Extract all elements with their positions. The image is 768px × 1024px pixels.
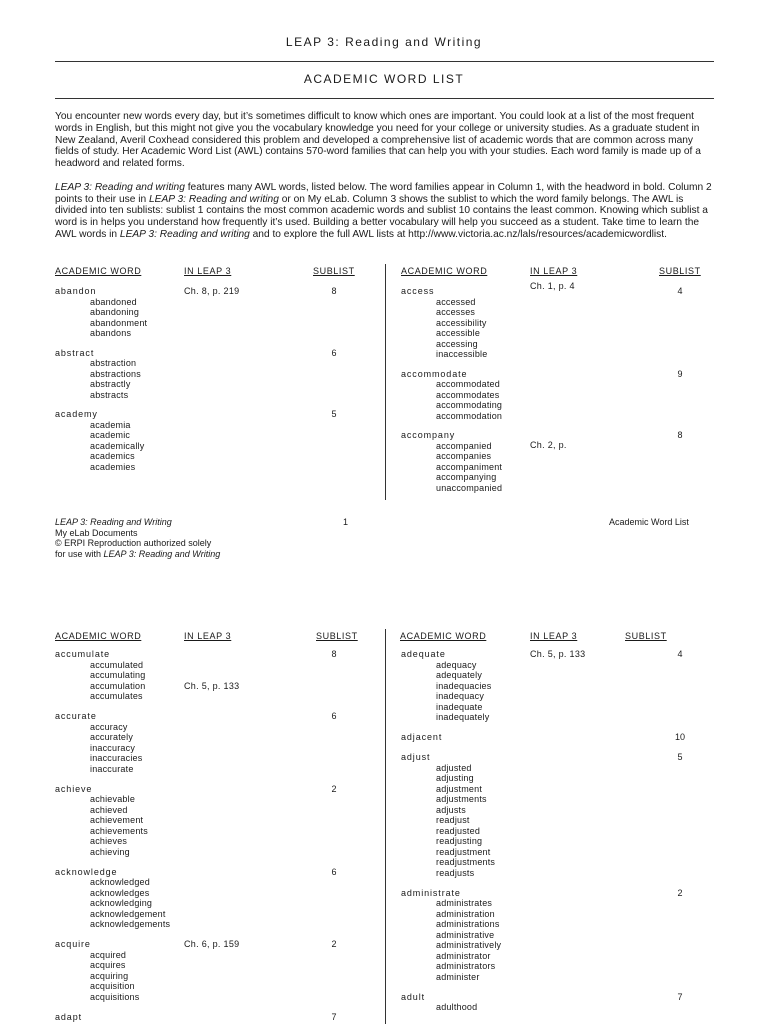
headword: adult — [401, 991, 426, 1002]
derived-form: accessibility — [436, 317, 487, 328]
column-header-sublist: SUBLIST — [313, 266, 355, 276]
derived-form: adjusts — [436, 804, 466, 815]
column-divider — [385, 629, 386, 1024]
column-header-word: ACADEMIC WORD — [55, 631, 142, 641]
headword: administrate — [401, 887, 461, 898]
column-header-leap: IN LEAP 3 — [184, 631, 232, 641]
derived-form: administration — [436, 908, 495, 919]
derived-form: adjusting — [436, 773, 474, 783]
awl-link[interactable]: and to explore the full AWL lists at http://www.victoria.ac.nz/lals/resources/academicwordlist. — [249, 228, 667, 240]
sublist-number: 6 — [331, 711, 337, 721]
chapter-ref: Ch. 5, p. 133 — [530, 649, 586, 659]
book-ref: LEAP 3: Reading and writing — [149, 193, 279, 205]
derived-form: readjustment — [436, 846, 491, 857]
derived-form: acknowledged — [90, 877, 150, 887]
derived-form: academics — [90, 451, 135, 461]
page-footer — [55, 517, 220, 559]
page-number: 1 — [343, 517, 349, 527]
footer-line: © ERPI Reproduction authorized solely — [55, 538, 212, 549]
column-header-sublist: SUBLIST — [625, 631, 667, 641]
footer-title: LEAP 3: Reading and Writing — [55, 517, 172, 527]
sublist-number: 2 — [331, 783, 337, 794]
sublist-number: 4 — [677, 286, 683, 296]
derived-form: accumulated — [90, 659, 144, 670]
derived-form: inaccuracies — [90, 753, 143, 763]
headword: adjust — [401, 752, 431, 762]
column-header-leap: IN LEAP 3 — [530, 631, 578, 641]
derived-form: accumulation — [90, 680, 146, 691]
sublist-number: 9 — [677, 368, 683, 379]
column-divider — [385, 264, 386, 500]
derived-form: acknowledgements — [90, 919, 171, 929]
derived-form: administrators — [436, 961, 496, 971]
derived-form: acquisitions — [90, 991, 140, 1002]
derived-form: unaccompanied — [436, 482, 503, 493]
text: or on My eLab. Column 3 shows the sublist to which the word family belongs. The AWL is divided into ten sublists: sublist 1 contains the most common academic words and sublist 10 contains the least common. Knowing which sublist a word is in helps you understand how frequently it’s used. Building a better vocabulary will help you succeed as a student. Take time to learn the AWL words in — [55, 193, 708, 240]
derived-form: acknowledging — [90, 898, 153, 908]
derived-form: academically — [90, 440, 145, 451]
derived-form: accesses — [436, 307, 476, 317]
derived-form: readjusted — [436, 825, 481, 836]
derived-form: achieves — [90, 836, 128, 846]
headword: abandon — [55, 286, 97, 296]
derived-form: inadequacy — [436, 691, 485, 701]
chapter-ref: Ch. 8, p. 219 — [184, 286, 240, 296]
derived-form: accommodation — [436, 410, 503, 421]
derived-form: inaccurate — [90, 763, 134, 774]
derived-form: accompanying — [436, 472, 497, 482]
derived-form: acquired — [90, 949, 127, 960]
derived-form: abstractly — [90, 379, 131, 389]
column-header-leap: IN LEAP 3 — [184, 266, 232, 276]
derived-form: abandonment — [90, 317, 148, 328]
book-ref: LEAP 3: Reading and Writing — [103, 548, 221, 559]
derived-form: abstracts — [90, 389, 129, 400]
headword: accurate — [55, 711, 97, 721]
sublist-number: 6 — [331, 347, 337, 358]
sublist-number: 6 — [331, 866, 337, 877]
derived-form: adequately — [436, 670, 483, 680]
book-title: LEAP 3: Reading and Writing — [285, 35, 483, 49]
headword: adequate — [401, 649, 446, 659]
headword: adjacent — [401, 732, 443, 742]
derived-form: achievements — [90, 825, 148, 836]
derived-form: administrative — [436, 929, 495, 940]
derived-form: adequacy — [436, 659, 477, 670]
headword: achieve — [55, 783, 93, 794]
derived-form: academic — [90, 430, 131, 440]
derived-form: abandoned — [90, 296, 137, 307]
derived-form: readjustments — [436, 857, 496, 867]
sublist-number: 2 — [331, 939, 337, 949]
derived-form: acquiring — [90, 970, 129, 981]
footer-right: Academic Word List — [609, 517, 689, 527]
derived-form: adjustment — [436, 783, 483, 794]
headword: academy — [55, 409, 98, 419]
text: features many AWL words, listed below. The word families appear in Column 1, with the headword in bold. Column 2 points to their use in — [55, 181, 712, 205]
divider — [55, 61, 714, 62]
book-ref: LEAP 3: Reading and writing — [55, 181, 185, 193]
derived-form: inaccuracy — [90, 742, 136, 753]
derived-form: accuracy — [90, 721, 128, 732]
derived-form: accommodates — [436, 389, 500, 400]
headword: accumulate — [55, 649, 111, 659]
derived-form: administer — [436, 971, 480, 982]
divider — [55, 98, 714, 99]
sublist-number: 7 — [677, 991, 683, 1002]
derived-form: accessing — [436, 338, 478, 349]
chapter-ref: Ch. 6, p. 159 — [184, 939, 240, 949]
column-header-leap: IN LEAP 3 — [530, 266, 578, 276]
derived-form: accompanies — [436, 451, 492, 461]
column-header-sublist: SUBLIST — [659, 266, 701, 276]
derived-form: accumulating — [90, 670, 146, 680]
derived-form: administrator — [436, 950, 491, 961]
derived-form: achievement — [90, 815, 144, 825]
derived-form: administrates — [436, 898, 493, 908]
sublist-number: 5 — [331, 409, 337, 419]
sublist-number: 8 — [677, 430, 683, 440]
derived-form: academia — [90, 419, 131, 430]
sublist-number: 5 — [677, 752, 683, 762]
derived-form: acquisition — [90, 981, 135, 991]
sublist-number: 8 — [331, 286, 337, 296]
derived-form: accommodated — [436, 379, 500, 389]
column-header-word: ACADEMIC WORD — [401, 266, 488, 276]
derived-form: accumulates — [90, 691, 143, 701]
derived-form: accessed — [436, 296, 476, 307]
derived-form: accommodating — [436, 400, 503, 410]
derived-form: achieving — [90, 846, 130, 857]
derived-form: inaccessible — [436, 349, 488, 359]
derived-form: inadequately — [436, 712, 490, 722]
derived-form: readjusting — [436, 836, 483, 846]
sublist-number: 8 — [331, 649, 337, 659]
sublist-number: 7 — [331, 1011, 337, 1022]
text: for use with — [55, 548, 104, 559]
derived-form: adulthood — [436, 1002, 478, 1012]
intro-text — [55, 111, 715, 253]
derived-form: accessible — [436, 328, 481, 338]
column-header-word: ACADEMIC WORD — [55, 266, 142, 276]
chapter-ref: Ch. 2, p. — [530, 440, 567, 450]
headword: abstract — [55, 347, 95, 358]
headword: adapt — [55, 1011, 83, 1022]
footer-line: My eLab Documents — [55, 527, 138, 538]
derived-form: accompaniment — [436, 461, 503, 472]
headword: accommodate — [401, 368, 468, 379]
derived-form: adjusted — [436, 762, 472, 773]
sublist-number: 2 — [677, 887, 683, 898]
derived-form: inadequacies — [436, 680, 492, 691]
chapter-ref: Ch. 1, p. 4 — [530, 281, 575, 291]
derived-form: achieved — [90, 804, 128, 815]
intro-paragraph-2 — [55, 182, 715, 241]
derived-form: adjustments — [436, 794, 487, 804]
derived-form: acknowledgement — [90, 908, 166, 919]
derived-form: achievable — [90, 794, 136, 804]
derived-form: academies — [90, 461, 136, 472]
derived-form: acquires — [90, 960, 126, 970]
column-header-sublist: SUBLIST — [316, 631, 358, 641]
headword: accompany — [401, 430, 456, 440]
sublist-number: 10 — [674, 732, 685, 742]
derived-form: acknowledges — [90, 887, 150, 898]
column-header-word: ACADEMIC WORD — [400, 631, 487, 641]
list-title: ACADEMIC WORD LIST — [303, 72, 465, 86]
derived-form: administratively — [436, 940, 502, 950]
sublist-number: 4 — [677, 649, 683, 659]
headword: access — [401, 286, 435, 296]
derived-form: administrations — [436, 919, 500, 929]
derived-form: accompanied — [436, 440, 492, 451]
derived-form: readjust — [436, 815, 470, 825]
derived-form: inadequate — [436, 701, 483, 712]
book-ref: LEAP 3: Reading and writing — [119, 228, 250, 240]
chapter-ref: Ch. 5, p. 133 — [184, 681, 240, 691]
derived-form: abandoning — [90, 307, 140, 317]
derived-form: abstractions — [90, 368, 141, 379]
derived-form: abandons — [90, 328, 132, 338]
footer-line — [55, 549, 220, 560]
derived-form: abstraction — [90, 358, 137, 368]
headword: acknowledge — [55, 866, 118, 877]
intro-paragraph-1: You encounter new words every day, but it’s sometimes difficult to know which ones are important. You could look at a list of the most frequent words in English, but this might not give you the vocabulary knowledge you need for your college or university studies. As a graduate student in New Zealand, Averil Coxhead considered this problem and developed a comprehensive list of academic words that are common across many fields of study. Her Academic Word List (AWL) contains 570-word families that can help you with your studies. Each word family is made up of a headword and related forms. — [55, 111, 701, 170]
headword: acquire — [55, 939, 91, 949]
derived-form: readjusts — [436, 867, 475, 878]
derived-form: accurately — [90, 732, 134, 742]
